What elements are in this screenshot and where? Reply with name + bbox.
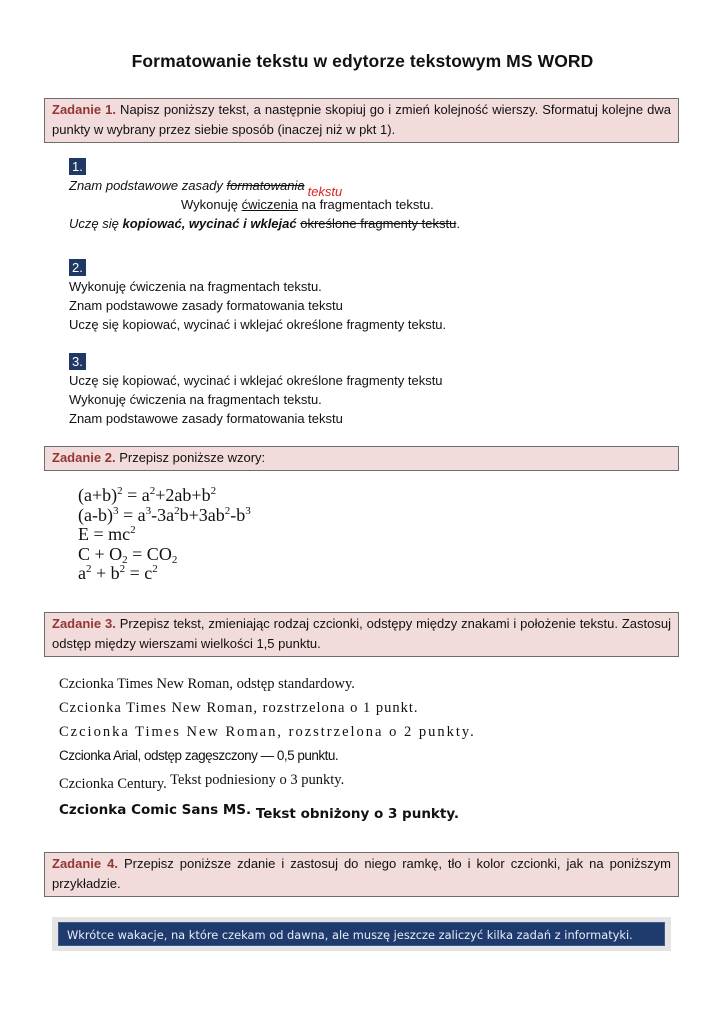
lowered-text: Tekst obniżony o 3 punkty.: [251, 806, 460, 822]
task-3-text: Przepisz tekst, zmieniając rodzaj czcionki, odstępy między znakami i położenie tekstu. Zastosuj odstęp między wierszami wielkości 1,5 punktu.: [52, 616, 671, 651]
bold-phrase: kopiować, wycinać i wklejać: [122, 216, 297, 231]
section-2-line: Uczę się kopiować, wycinać i wklejać określone fragmenty tekstu.: [69, 317, 447, 332]
section-3-number: 3.: [69, 353, 86, 370]
section-3-line: Uczę się kopiować, wycinać i wklejać określone fragmenty tekstu: [69, 373, 443, 388]
task-1-text: Napisz poniższy tekst, a następnie skopiuj go i zmień kolejność wierszy. Sformatuj kolejne dwa punkty w wybrany przez siebie sposób (inaczej niż w pkt 1).: [52, 102, 671, 137]
raised-text: Tekst podniesiony o 3 punkty.: [166, 772, 345, 788]
section-1-line-3: Uczę się kopiować, wycinać i wklejać określone fragmenty tekstu.: [69, 216, 460, 231]
section-2-line: Wykonuję ćwiczenia na fragmentach tekstu.: [69, 279, 322, 294]
formula-1: $(a+b)^2 = a^2+2ab+b^2$: [78, 485, 217, 505]
font-example-comic: Czcionka Comic Sans MS. Tekst obniżony o 3 punkty.: [59, 802, 460, 822]
struck-phrase: określone fragmenty tekstu: [300, 216, 457, 231]
example-banner: Wkrótce wakacje, na które czekam od dawna, ale muszę jeszcze zaliczyć kilka zadań z informatyki.: [58, 922, 665, 946]
task-1-box: [44, 98, 679, 143]
formula-3: $E = mc^2$: [78, 524, 136, 544]
task-1-label: Zadanie 1.: [52, 102, 117, 117]
font-example-times: Czcionka Times New Roman, odstęp standardowy.: [59, 676, 355, 692]
section-2: [69, 258, 446, 334]
page-title: Formatowanie tekstu w edytorze tekstowym MS WORD: [131, 51, 594, 71]
underlined-word: ćwiczenia: [241, 197, 298, 212]
task-4-text: Przepisz poniższe zdanie i zastosuj do niego ramkę, tło i kolor czcionki, jak na poniższym przykładzie.: [52, 856, 671, 891]
inserted-word: tekstu: [307, 184, 343, 199]
formula-5: $a^2 + b^2 = c^2$: [78, 563, 158, 583]
struck-word: formatowania: [226, 178, 305, 193]
formula-4: $C + O_2 = CO_2$: [78, 543, 178, 566]
font-example-times-spaced-1: Czcionka Times New Roman, rozstrzelona o 1 punkt.: [59, 700, 419, 716]
task-2-text: Przepisz poniższe wzory:: [115, 450, 266, 465]
section-1: [69, 157, 460, 233]
section-2-number: 2.: [69, 259, 86, 276]
task-3-label: Zadanie 3.: [52, 616, 116, 631]
example-banner-frame: [52, 917, 671, 951]
section-2-line: Znam podstawowe zasady formatowania tekstu: [69, 298, 343, 313]
task-2-box: [44, 446, 679, 471]
font-example-century: Czcionka Century. Tekst podniesiony o 3 punkty.: [59, 772, 345, 792]
task-4-label: Zadanie 4.: [52, 856, 118, 871]
section-1-line-2: Wykonuję ćwiczenia na fragmentach tekstu.: [181, 197, 434, 212]
font-example-times-spaced-2: Czcionka Times New Roman, rozstrzelona o 2 punkty.: [59, 724, 476, 740]
section-1-line-1: Znam podstawowe zasady formatowania tekstu: [69, 178, 343, 199]
font-example-arial: Czcionka Arial, odstęp zagęszczony — 0,5 punktu.: [59, 748, 339, 763]
task-4-box: [44, 852, 679, 897]
task-2-label: Zadanie 2.: [52, 450, 116, 465]
section-3-line: Znam podstawowe zasady formatowania tekstu: [69, 411, 343, 426]
task-3-box: [44, 612, 679, 657]
section-1-number: 1.: [69, 158, 86, 175]
section-3-line: Wykonuję ćwiczenia na fragmentach tekstu.: [69, 392, 322, 407]
formula-block: [78, 486, 251, 584]
section-3: [69, 352, 443, 428]
formula-2: $(a-b)^3 = a^3-3a^2b+3ab^2-b^3$: [78, 504, 251, 525]
